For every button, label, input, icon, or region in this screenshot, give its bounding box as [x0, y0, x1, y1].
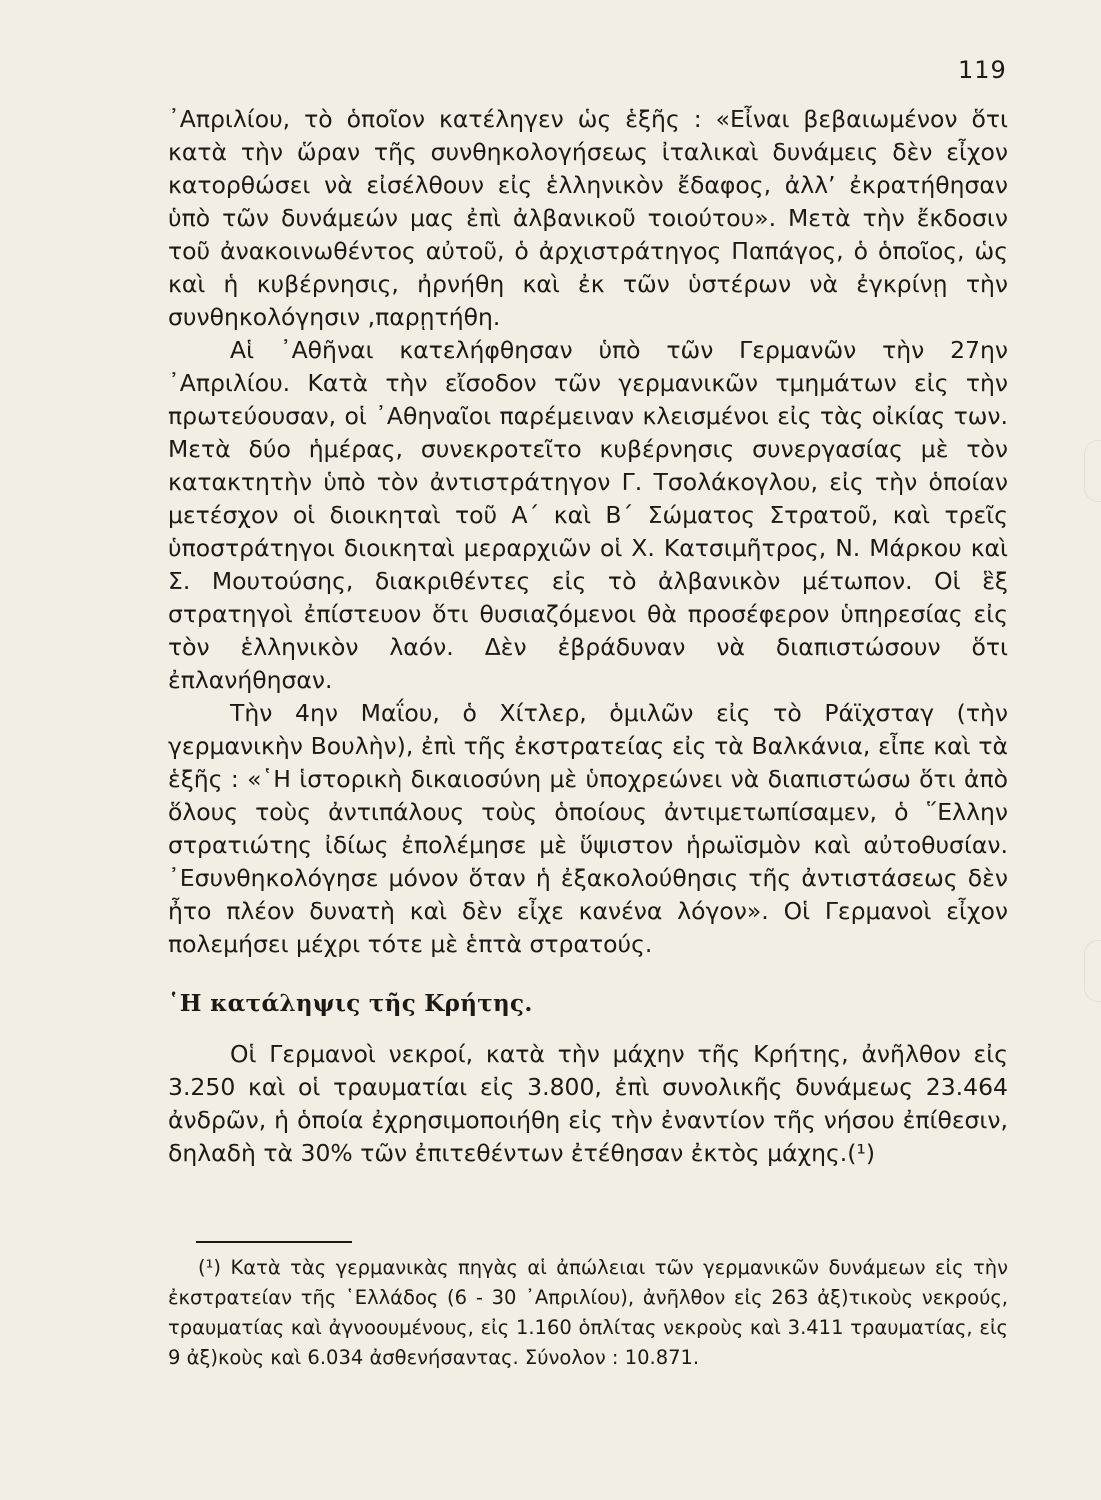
paragraph-1: ᾿Απριλίου, τὸ ὁποῖον κατέληγεν ὡς ἑξῆς : «Εἶναι βεβαιωμένον ὅτι κατὰ τὴν ὥραν τῆς συνθηκολογήσεως ἰταλικαὶ δυνάμεις δὲν εἶχον κατορθώσει νὰ εἰσέλθουν εἰς ἑλληνικὸν ἔδαφος, ἀλλ’ ἐκρατήθησαν ὑπὸ τῶν δυνάμεών μας ἐπὶ ἀλβανικοῦ τοιούτου». Μετὰ τὴν ἔκδοσιν τοῦ ἀνακοινωθέντος αὐτοῦ, ὁ ἀρχιστράτηγος Παπάγος, ὁ ὁποῖος, ὡς καὶ ἡ κυβέρνησις, ἠρνήθη καὶ ἐκ τῶν ὑστέρων νὰ ἐγκρίνῃ τὴν συνθηκολόγησιν ,παρῃτήθη.: [168, 105, 1008, 331]
paragraph-2: Αἱ ᾿Αθῆναι κατελήφθησαν ὑπὸ τῶν Γερμανῶν τὴν 27ην ᾿Απριλίου. Κατὰ τὴν εἴσοδον τῶν γερμανικῶν τμημάτων εἰς τὴν πρωτεύουσαν, οἱ ᾿Αθηναῖοι παρέμειναν κλεισμένοι εἰς τὰς οἰκίας των. Μετὰ δύο ἡμέρας, συνεκροτεῖτο κυβέρνησις συνεργασίας μὲ τὸν κατακτητὴν ὑπὸ τὸν ἀντιστράτηγον Γ. Τσολάκογλου, εἰς τὴν ὁποίαν μετέσχον οἱ διοικηταὶ τοῦ Α΄ καὶ Β΄ Σώματος Στρατοῦ, καὶ τρεῖς ὑποστράτηγοι διοικηταὶ μεραρχιῶν οἱ Χ. Κατσιμῆτρος, Ν. Μάρκου καὶ Σ. Μουτούσης, διακριθέντες εἰς τὸ ἀλβανικὸν μέτωπον. Οἱ ἓξ στρατηγοὶ ἐπίστευον ὅτι θυσιαζόμενοι θὰ προσέφερον ὑπηρεσίας εἰς τὸν ἑλληνικὸν λαόν. Δὲν ἐβράδυναν νὰ διαπιστώσουν ὅτι ἐπλανήθησαν.: [168, 336, 1008, 694]
page-number: 119: [958, 56, 1007, 84]
main-text: [168, 103, 1008, 1170]
section-heading: ῾Η κατάληψις τῆς Κρήτης.: [168, 990, 533, 1017]
margin-mark-2: [1084, 940, 1101, 1002]
footnote-divider: [196, 1241, 352, 1243]
margin-mark-1: [1084, 440, 1101, 502]
footnotes: [168, 1253, 1008, 1373]
footnote-1: (¹) Κατὰ τὰς γερμανικὰς πηγὰς αἱ ἀπώλειαι τῶν γερμανικῶν δυνάμεων εἰς τὴν ἐκστρατείαν τῆς ῾Ελλάδος (6 - 30 ᾿Απριλίου), ἀνῆλθον εἰς 263 ἀξ)τικοὺς νεκρούς, τραυματίας καὶ ἀγνοουμένους, εἰς 1.160 ὁπλίτας νεκροὺς καὶ 3.411 τραυματίας, εἰς 9 ἀξ)κοὺς καὶ 6.034 ἀσθενήσαντας. Σύνολον : 10.871.: [168, 1256, 1008, 1369]
paragraph-3: Τὴν 4ην Μαΐου, ὁ Χίτλερ, ὁμιλῶν εἰς τὸ Ράϊχσταγ (τὴν γερμανικὴν Βουλὴν), ἐπὶ τῆς ἐκστρατείας εἰς τὰ Βαλκάνια, εἶπε καὶ τὰ ἑξῆς : «῾Η ἱστορικὴ δικαιοσύνη μὲ ὑποχρεώνει νὰ διαπιστώσω ὅτι ἀπὸ ὅλους τοὺς ἀντιπάλους τοὺς ὁποίους ἀντιμετωπίσαμεν, ὁ ῞Ελλην στρατιώτης ἰδίως ἐπολέμησε μὲ ὕψιστον ἡρωϊσμὸν καὶ αὐτοθυσίαν. ᾿Εσυνθηκολόγησε μόνον ὅταν ἡ ἐξακολούθησις τῆς ἀντιστάσεως δὲν ἦτο πλέον δυνατὴ καὶ δὲν εἶχε κανένα λόγον». Οἱ Γερμανοὶ εἶχον πολεμήσει μέχρι τότε μὲ ἑπτὰ στρατούς.: [168, 699, 1008, 958]
section-paragraph: Οἱ Γερμανοὶ νεκροί, κατὰ τὴν μάχην τῆς Κρήτης, ἀνῆλθον εἰς 3.250 καὶ οἱ τραυματίαι εἰς 3.800, ἐπὶ συνολικῆς δυνάμεως 23.464 ἀνδρῶν, ἡ ὁποία ἐχρησιμοποιήθη εἰς τὴν ἐναντίον τῆς νήσου ἐπίθεσιν, δηλαδὴ τὰ 30% τῶν ἐπιτεθέντων ἐτέθησαν ἐκτὸς μάχης.(¹): [168, 1040, 1008, 1167]
